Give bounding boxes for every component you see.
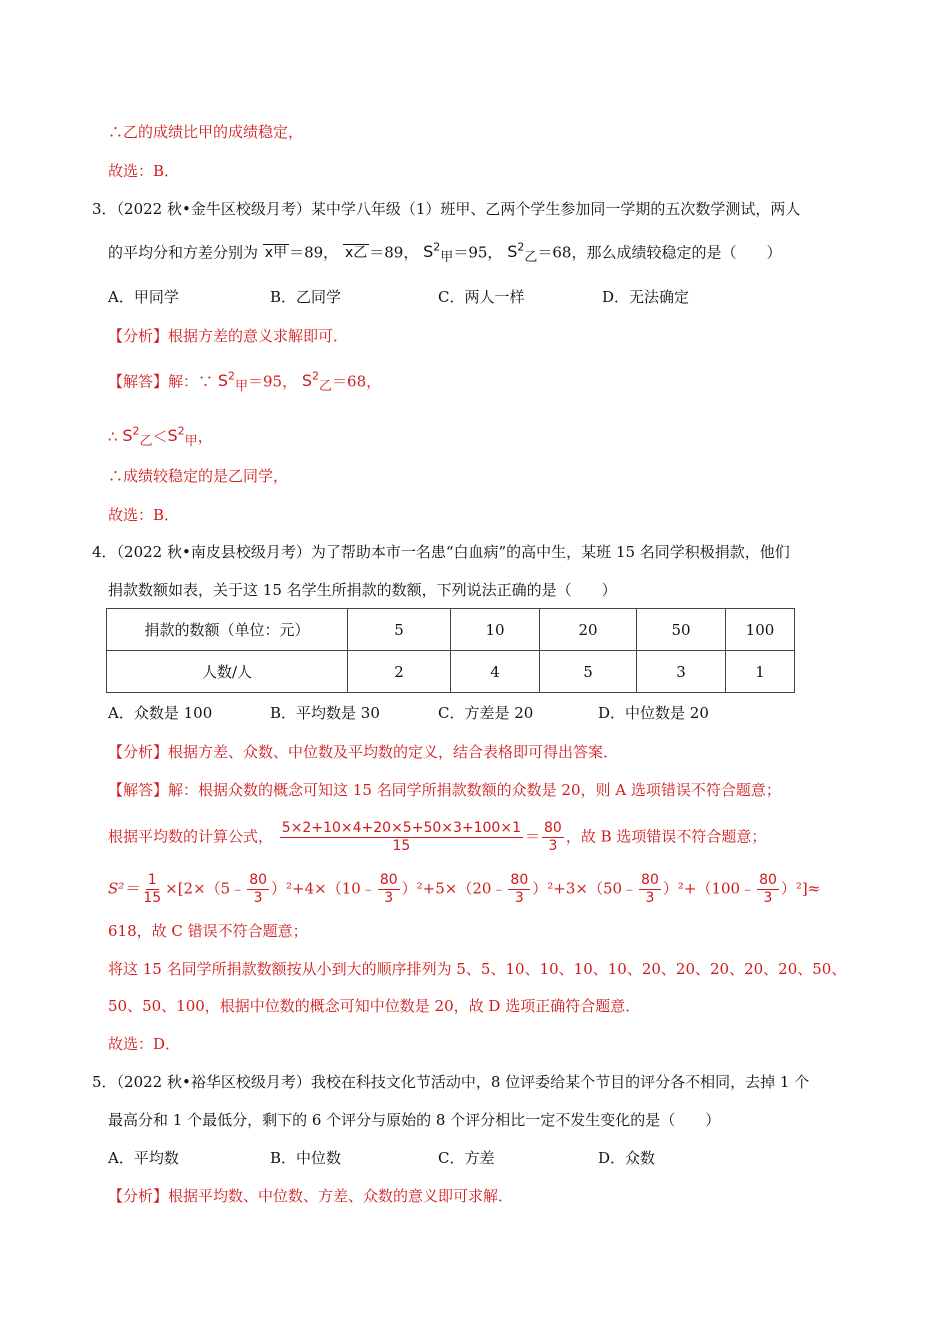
q5-analysis: 【分析】根据平均数、中位数、方差、众数的意义即可求解．: [108, 1187, 514, 1205]
q4-option-b: B．平均数是 30: [270, 704, 380, 722]
q3-option-d: D．无法确定: [602, 288, 690, 306]
table-row: [107, 651, 795, 693]
xbar-jia: x甲: [264, 245, 288, 262]
table-cell: 人数/人: [107, 651, 348, 693]
q3-stem-line2: 的平均分和方差分别为 x甲 ＝89， x乙 ＝89， $S^2_甲=95$， $S^2_乙=68$，那么成绩较稳定的是（ ）: [108, 241, 782, 266]
q4-solution-line4: 618，故 C 错误不符合题意；: [108, 922, 308, 940]
table-cell: 5: [540, 651, 637, 693]
table-cell: 100: [726, 609, 795, 651]
q4-solution-line6: 50、50、100，根据中位数的概念可知中位数是 20，故 D 选项正确符合题意．: [108, 997, 641, 1015]
table-cell: 50: [637, 609, 726, 651]
q3-analysis: 【分析】根据方差的意义求解即可．: [108, 327, 349, 345]
xbar-yi: x乙: [344, 245, 368, 262]
variance-jia: $S^2_甲$: [423, 241, 454, 266]
q4-solution-variance: S²＝ $\frac{1}{15}$ ×[2×（5﹣ $\frac{80}{3}$ ）²+4×（10﹣ $\frac{80}{3}$ ）²+5×（20﹣ $\frac{80}{3}$ ）²+3×（50﹣ $\frac{80}{3}$ ）²+（100﹣ $\frac{80}{3}$ ）²]≈: [108, 872, 821, 906]
donation-table: [106, 608, 795, 693]
q4-analysis: 【分析】根据方差、众数、中位数及平均数的定义，结合表格即可得出答案．: [108, 743, 619, 761]
q3-option-a: A．甲同学: [108, 288, 179, 306]
q4-option-c: C．方差是 20: [438, 704, 534, 722]
q4-option-a: A．众数是 100: [108, 704, 213, 722]
q5-stem-line2: 最高分和 1 个最低分，剩下的 6 个评分与原始的 8 个评分相比一定不发生变化的是（ ）: [108, 1111, 721, 1129]
table-cell: 2: [348, 651, 451, 693]
q4-solution-line5: 将这 15 名同学所捐款数额按从小到大的顺序排列为 5、5、10、10、10、10、20、20、20、20、20、50、: [108, 960, 847, 978]
q5-option-c: C．方差: [438, 1149, 495, 1167]
table-cell: 5: [348, 609, 451, 651]
q4-solution-line1: 【解答】解：根据众数的概念可知这 15 名同学所捐款数额的众数是 20，则 A 选项错误不符合题意；: [108, 781, 781, 799]
q5-option-a: A．平均数: [108, 1149, 179, 1167]
q5-stem-line1: 5．（2022 秋•裕华区校级月考）我校在科技文化节活动中，8 位评委给某个节目的评分各不相同，去掉 1 个: [92, 1073, 810, 1091]
q3-conclusion: ∴成绩较稳定的是乙同学，: [108, 467, 289, 485]
q3-stem-line1: 3．（2022 秋•金牛区校级月考）某中学八年级（1）班甲、乙两个学生参加同一学期的五次数学测试，两人: [92, 200, 801, 218]
prev-answer: 故选：B．: [108, 162, 180, 180]
table-cell: 10: [451, 609, 540, 651]
q3-answer: 故选：B．: [108, 506, 180, 524]
q3-comparison: ∴ $S^2_乙<S^2_甲$，: [108, 425, 213, 450]
table-cell: 3: [637, 651, 726, 693]
q4-stem-line2: 捐款数额如表，关于这 15 名学生所捐款的数额，下列说法正确的是（ ）: [108, 581, 617, 599]
q4-answer: 故选：D．: [108, 1035, 181, 1053]
q5-option-d: D．众数: [598, 1149, 656, 1167]
q3-solution: 【解答】解：∵ $S^2_甲=95$， $S^2_乙=68$，: [108, 370, 382, 395]
variance-yi: $S^2_乙$: [507, 241, 538, 266]
mean-fraction: $\frac{5\times 2+10\times 4+20\times 5+50\times 3+100\times 1}{15}$: [281, 820, 521, 854]
q3-option-c: C．两人一样: [438, 288, 525, 306]
prev-conclusion: ∴乙的成绩比甲的成绩稳定，: [108, 123, 304, 141]
table-row: [107, 609, 795, 651]
q4-solution-mean: 根据平均数的计算公式， $\frac{5\times 2+10\times 4+20\times 5+50\times 3+100\times 1}{15}$ ＝ $\frac{80}{3}$ ，故 B 选项错误不符合题意；: [108, 820, 767, 854]
q4-stem-line1: 4．（2022 秋•南皮县校级月考）为了帮助本市一名患“白血病”的高中生，某班 15 名同学积极捐款，他们: [92, 543, 790, 561]
table-cell: 20: [540, 609, 637, 651]
table-cell: 4: [451, 651, 540, 693]
q4-option-d: D．中位数是 20: [598, 704, 709, 722]
table-cell: 捐款的数额（单位：元）: [107, 609, 348, 651]
q5-option-b: B．中位数: [270, 1149, 342, 1167]
q3-option-b: B．乙同学: [270, 288, 342, 306]
table-cell: 1: [726, 651, 795, 693]
